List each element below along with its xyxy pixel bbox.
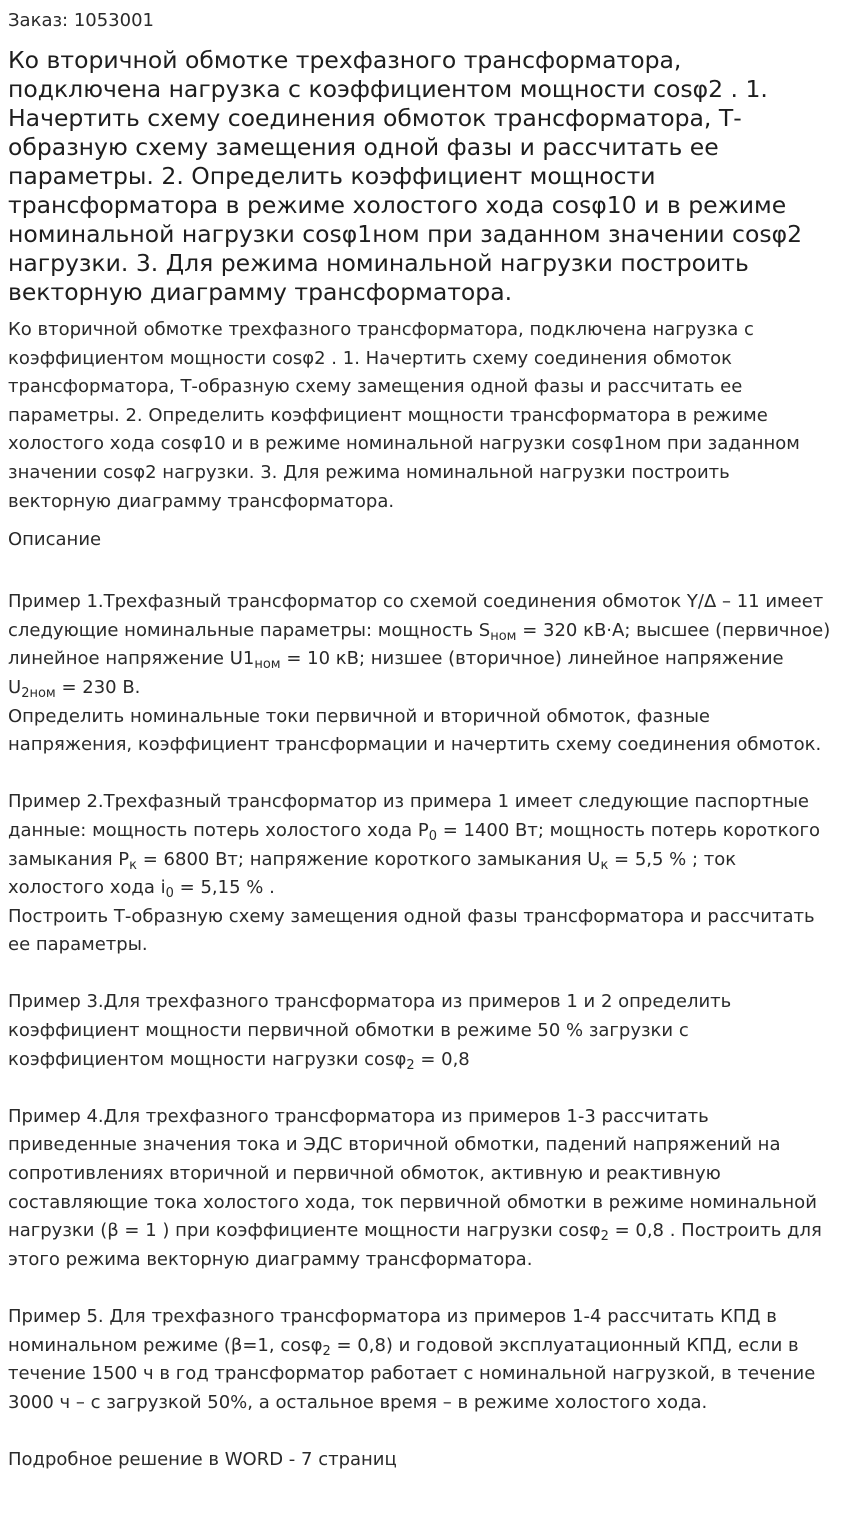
example-1: Пример 1.Трехфазный трансформатор со схемой соединения обмоток Y/Δ – 11 имеет следующие номинальные параметры: мощность $S_{ном} = 320$ кВ·А; высшее (первичное) линейное напряжение $U1_{ном} = 10$ кВ; низшее (вторичное) линейное напряжение $U_{2ном} = 230$ В. Определить номинальные токи первичной и вторичной обмоток, фазные напряжения, коэффициент трансформации и начертить схему соединения обмоток. <box>8 591 831 756</box>
solution-note: Подробное решение в WORD - 7 страниц <box>8 1448 397 1470</box>
task-description: Ко вторичной обмотке трехфазного трансформатора, подключена нагрузка с коэффициентом мощности cosφ2 . 1. Начертить схему соединения обмоток трансформатора, Т-образную схему замещения одной фазы и рассчитать ее параметры. 2. Определить коэффициент мощности трансформатора в режиме холостого хода cosφ10 и в режиме номинальной нагрузки cosφ1ном при заданном значении cosφ2 нагрузки. 3. Для режима номинальной нагрузки построить векторную диаграмму трансформатора. <box>8 319 800 512</box>
spacer <box>8 960 837 989</box>
order-number: Заказ: 1053001 <box>8 10 154 31</box>
spacer <box>8 1417 837 1446</box>
example-5: Пример 5. Для трехфазного трансформатора из примеров 1-4 рассчитать КПД в номинальном режиме (β=1, cosφ$_2$ = 0,8) и годовой эксплуатационный КПД, если в течение 1500 ч в год трансформатор работает с номинальной нагрузкой, в течение 3000 ч – с загрузкой 50%, а остальное время – в режиме холостого хода. <box>8 1306 816 1413</box>
spacer <box>8 1274 837 1303</box>
example-4: Пример 4.Для трехфазного трансформатора из примеров 1-3 рассчитать приведенные значения тока и ЭДС вторичной обмотки, падений напряжений на сопротивлениях вторичной и первичной обмоток, активную и реактивную составляющие тока холостого хода, ток первичной обмотки в режиме номинальной нагрузки (β = 1 ) при коэффициенте мощности нагрузки cosφ$_2$ = 0,8 . Построить для этого режима векторную диаграмму трансформатора. <box>8 1105 822 1270</box>
spacer <box>8 760 837 789</box>
example-3: Пример 3.Для трехфазного трансформатора из примеров 1 и 2 определить коэффициент мощности первичной обмотки в режиме 50 % загрузки с коэффициентом мощности нагрузки cosφ$_2$ = 0,8 <box>8 991 732 1073</box>
description-heading: Описание <box>8 529 102 551</box>
examples-block <box>8 588 837 1474</box>
spacer <box>8 1074 837 1103</box>
example-2: Пример 2.Трехфазный трансформатор из примера 1 имеет следующие паспортные данные: мощность потерь холостого хода $P_0 = 1400$ Вт; мощность потерь короткого замыкания $P_к = 6800$ Вт; напряжение короткого замыкания $U_к = 5,5$ % ; ток холостого хода $i_0 = 5,15$ % . Построить Т-образную схему замещения одной фазы трансформатора и рассчитать ее параметры. <box>8 791 820 956</box>
task-title: Ко вторичной обмотке трехфазного трансформатора, подключена нагрузка с коэффициентом мощности cosφ2 . 1. Начертить схему соединения обмоток трансформатора, Т-образную схему замещения одной фазы и рассчитать ее параметры. 2. Определить коэффициент мощности трансформатора в режиме холостого хода cosφ10 и в режиме номинальной нагрузки cosφ1ном при заданном значении cosφ2 нагрузки. 3. Для режима номинальной нагрузки построить векторную диаграмму трансформатора. <box>8 46 803 306</box>
